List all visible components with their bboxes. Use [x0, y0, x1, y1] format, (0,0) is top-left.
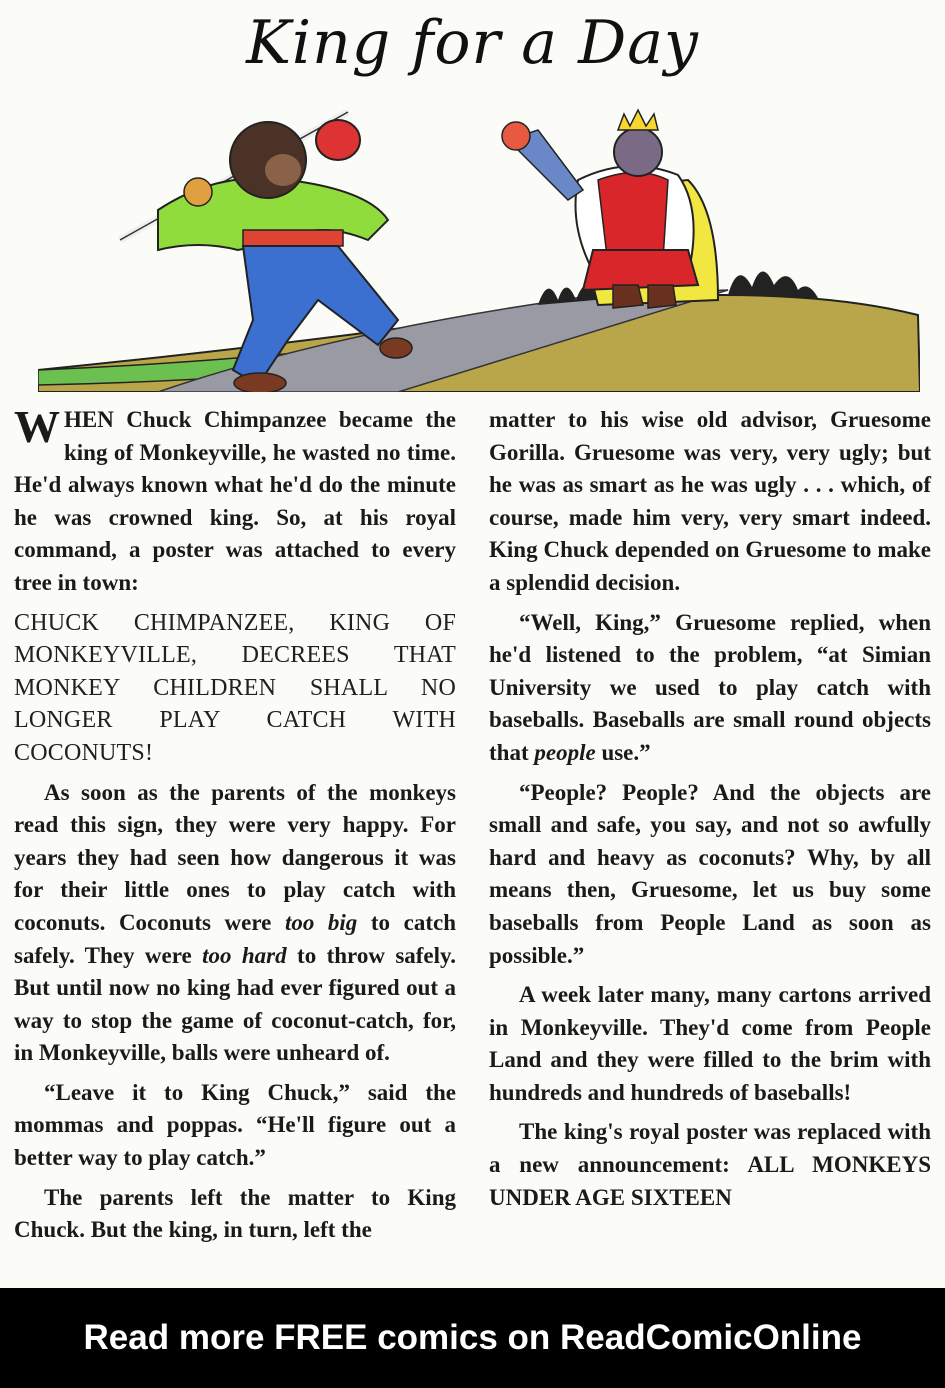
drop-cap: W	[14, 401, 60, 452]
decree-poster-text: CHUCK CHIMPANZEE, KING OF MONKEYVILLE, DECREES THAT MONKEY CHILDREN SHALL NO LONGER PLAY CATCH WITH COCONUTS!	[14, 609, 456, 766]
story-column-right	[489, 404, 931, 1221]
promo-banner-link[interactable]: Read more FREE comics on ReadComicOnline	[0, 1288, 945, 1388]
story-paragraph: “Leave it to King Chuck,” said the mommas and poppas. “He'll figure out a better way to play catch.”	[14, 1079, 456, 1171]
story-paragraph: matter to his wise old advisor, Gruesome Gorilla. Gruesome was very, very ugly; but he was as smart as he was ugly . . . which, of course, made him very, very smart indeed. King Chuck depended on Gruesome to make a splendid decision.	[489, 407, 931, 595]
gorilla-king-icon	[502, 110, 718, 308]
story-paragraph: “Well, King,” Gruesome replied, when he'd listened to the problem, “at Simian University we used to play catch with baseballs. Baseballs are small round objects that people use.”	[489, 609, 931, 765]
story-title: King for a Day	[246, 8, 699, 78]
story-illustration	[38, 100, 920, 392]
story-paragraph: As soon as the parents of the monkeys read this sign, they were very happy. For years they had seen how dangerous it was for their little ones to play catch with coconuts. Coconuts were too big to catch safely. They were too hard to throw safely. But until now no king had ever figured out a way to stop the game of coconut-catch, for, in Monkeyville, balls were unheard of.	[14, 779, 457, 1066]
story-paragraph: “People? People? And the objects are small and safe, you say, and not so awfully hard and heavy as coconuts? Why, by all means then, Gruesome, let us buy some baseballs from People Land as soon as possible.”	[489, 779, 931, 968]
story-paragraph: The king's royal poster was replaced with a new announcement: ALL MONKEYS UNDER AGE SIXTEEN	[489, 1119, 931, 1210]
story-paragraph: A week later many, many cartons arrived in Monkeyville. They'd come from People Land and they were filled to the brim with hundreds and hundreds of baseballs!	[489, 982, 931, 1105]
story-paragraph: The parents left the matter to King Chuck. But the king, in turn, left the	[14, 1184, 456, 1243]
story-column-left	[14, 401, 457, 1254]
story-paragraph: WHEN Chuck Chimpanzee became the king of Monkeyville, he wasted no time. He'd always known what he'd do the minute he was crowned king. So, at his royal command, a poster was attached to every tree in town:	[14, 401, 456, 595]
